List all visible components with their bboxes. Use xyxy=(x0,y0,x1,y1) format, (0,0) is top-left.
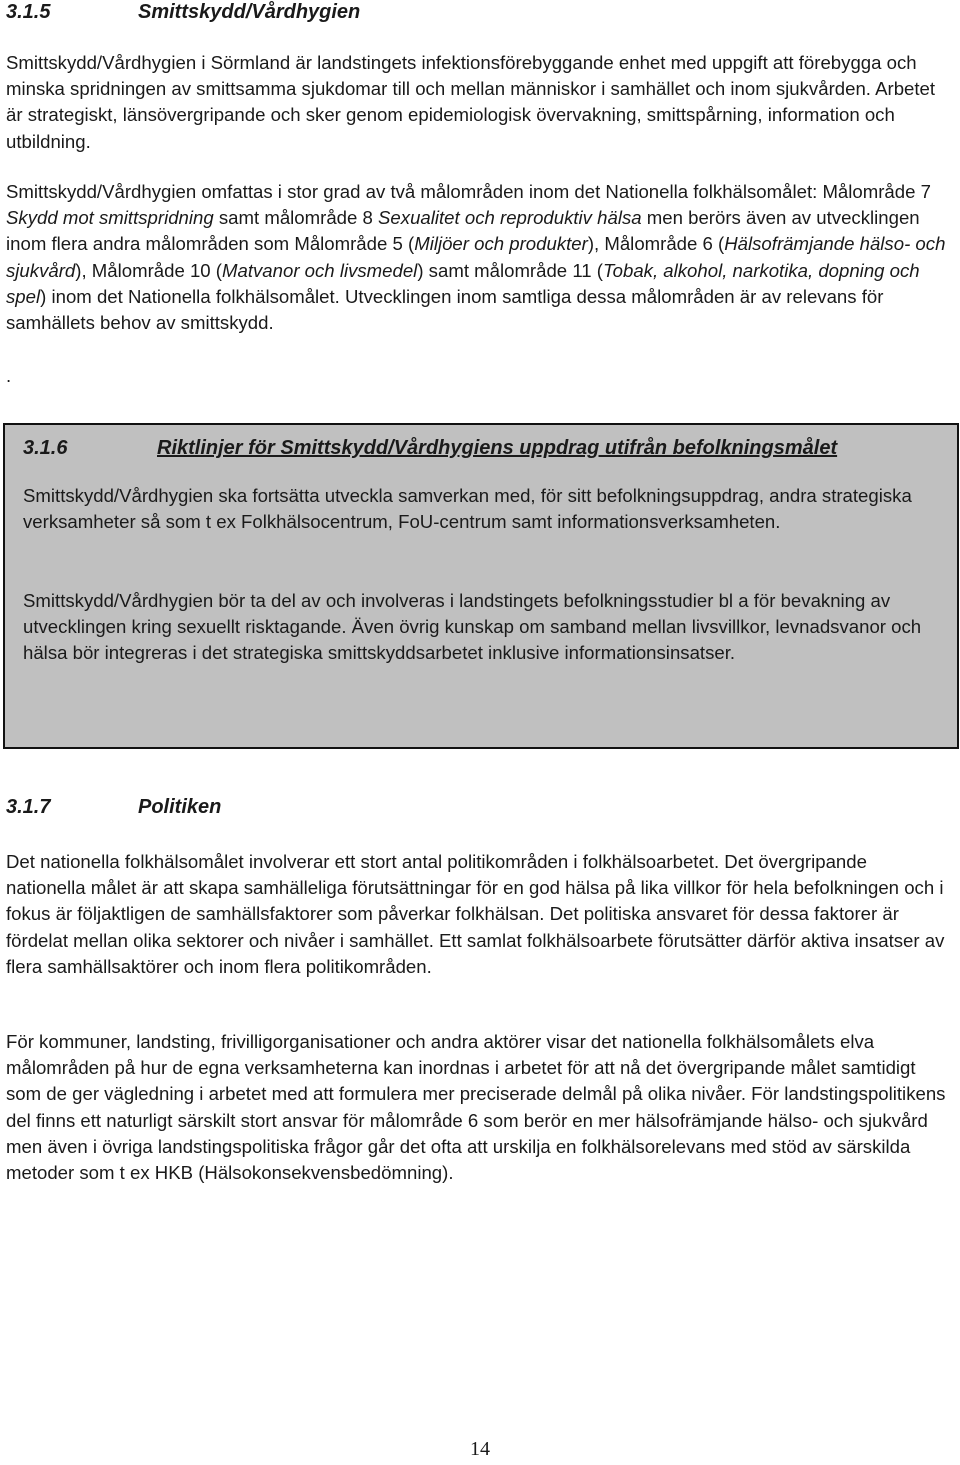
italic-run: Hälsofrämjande hälso- och sjukvård xyxy=(6,233,946,281)
text-run: Smittskydd/Vårdhygien omfattas i stor grad av två målområden inom det Nationella folkhälsomålet: Målområde 7 xyxy=(6,181,931,202)
paragraph-malomraden xyxy=(6,179,951,336)
section-number: 3.1.6 xyxy=(23,437,68,459)
section-heading-3-1-5 xyxy=(6,1,361,24)
section-heading-3-1-7 xyxy=(6,796,222,819)
italic-run: Miljöer och produkter xyxy=(414,233,588,255)
text-run: ), Målområde 10 ( xyxy=(75,259,222,281)
paragraph-samverkan: Smittskydd/Vårdhygien ska fortsätta utveckla samverkan med, för sitt befolkningsuppdrag, andra strategiska verksamheter så som t ex Folkhälsocentrum, FoU-centrum samt informationsverksamheten. xyxy=(23,485,912,533)
italic-run: Skydd mot smittspridning xyxy=(6,207,214,229)
section-heading-3-1-6 xyxy=(23,437,838,460)
guidelines-box xyxy=(3,423,959,749)
stray-dot: . xyxy=(6,365,12,386)
section-title: Politiken xyxy=(138,796,222,818)
section-title: Riktlinjer för Smittskydd/Vårdhygiens uppdrag utifrån befolkningsmålet xyxy=(157,437,838,459)
paragraph-befolkningsstudier: Smittskydd/Vårdhygien bör ta del av och involveras i landstingets befolkningsstudier bl a för bevakning av utvecklingen kring sexuellt risktagande. Även övrig kunskap om samband mellan livsvillkor, levnadsvanor och hälsa bör integreras i det strategiska smittskyddsarbetet inklusive informationsinsatser. xyxy=(23,590,922,664)
text-run: samt målområde 8 xyxy=(213,207,379,229)
italic-run: Matvanor och livsmedel xyxy=(222,259,418,281)
paragraph-kommuner-landsting: För kommuner, landsting, frivilligorganisationer och andra aktörer visar det nationella folkhälsomålets elva målområden på hur de egna verksamheterna kan inordnas i arbetet för att nå det övergripande målet samtidigt som de ger vägledning i arbetet med att formulera mer preciserade delmål på olika nivåer. För landstingspolitikens del finns ett naturligt särskilt stort ansvar för målområde 6 som berör en mer hälsofrämjande hälso- och sjukvård men även i övriga landstingspolitiska frågor går det ofta att urskilja en folkhälsorelevans med stöd av särskilda metoder som t ex HKB (Hälsokonsekvensbedömning). xyxy=(6,1031,946,1184)
italic-run: Tobak, alkohol, narkotika, dopning och spel xyxy=(6,259,920,307)
text-run: men berörs även av utvecklingen inom flera andra målområden som Målområde 5 ( xyxy=(6,207,920,255)
section-number: 3.1.5 xyxy=(6,1,51,23)
paragraph-smittskydd-intro: Smittskydd/Vårdhygien i Sörmland är landstingets infektionsförebyggande enhet med uppgift att förebygga och minska spridningen av smittsamma sjukdomar till och mellan människor i samhället och inom sjukvården. Arbetet är strategiskt, länsövergripande och sker genom epidemiologisk övervakning, smittspårning, information och utbildning. xyxy=(6,52,936,152)
section-number: 3.1.7 xyxy=(6,796,51,818)
text-run: ), Målområde 6 ( xyxy=(587,233,725,255)
section-title: Smittskydd/Vårdhygien xyxy=(138,1,361,23)
text-run: ) inom det Nationella folkhälsomålet. Utvecklingen inom samtliga dessa målområden är av relevans för samhällets behov av smittskydd. xyxy=(6,285,884,334)
paragraph-politik: Det nationella folkhälsomålet involverar ett stort antal politikområden i folkhälsoarbetet. Det övergripande nationella målet är att skapa samhälleliga förutsättningar för en god hälsa på lika villkor för hela befolkningen och i fokus är följaktligen de samhällsfaktorer som påverkar folkhälsan. Det politiska ansvaret för dessa faktorer är fördelat mellan olika sektorer och nivåer i samhället. Ett samlat folkhälsoarbete förutsätter därför aktiva insatser av flera samhällsaktörer och inom flera politikområden. xyxy=(6,851,945,977)
italic-run: Sexualitet och reproduktiv hälsa xyxy=(378,207,642,229)
text-run: ) samt målområde 11 ( xyxy=(417,259,603,281)
page-number: 14 xyxy=(470,1438,490,1460)
